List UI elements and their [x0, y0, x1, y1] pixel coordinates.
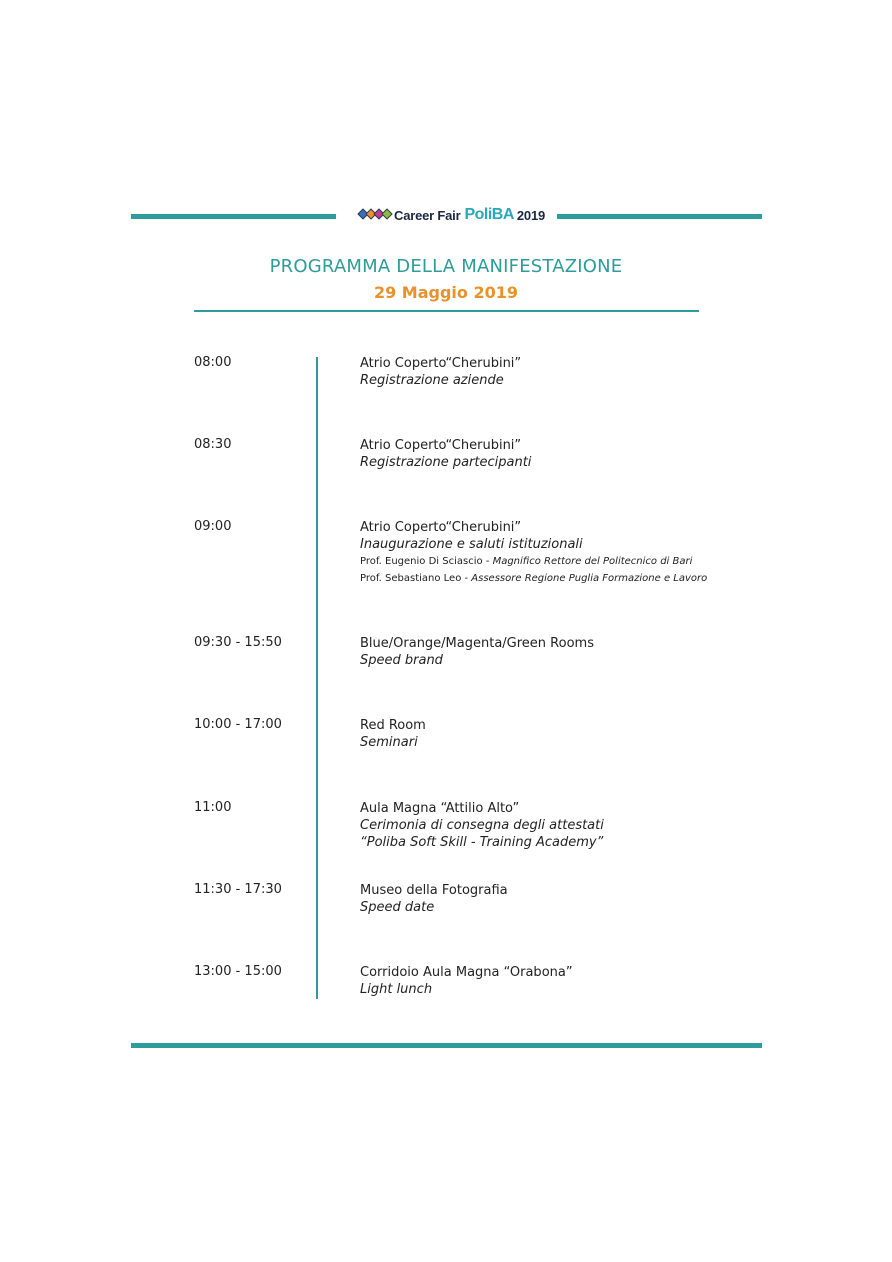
- schedule-activity: Light lunch: [360, 982, 433, 997]
- speaker-name: Prof. Sebastiano Leo -: [360, 573, 472, 584]
- schedule-details: [360, 355, 521, 389]
- schedule-details: [360, 519, 707, 587]
- schedule-details: [360, 882, 508, 916]
- logo-poliba-text: PoliBA: [464, 206, 514, 223]
- speaker-role: Magnifico Rettore del Politecnico di Bari: [492, 556, 693, 567]
- schedule-place: Corridoio Aula Magna “Orabona”: [360, 965, 573, 980]
- schedule-activity: Inaugurazione e saluti istituzionali: [360, 537, 583, 552]
- speaker-line: [360, 553, 707, 570]
- footer-divider: [131, 1043, 762, 1048]
- header-divider-right: [557, 214, 762, 219]
- speaker-line: [360, 570, 707, 587]
- career-fair-logo: [356, 204, 556, 226]
- schedule-time: 08:00: [194, 355, 232, 370]
- schedule-place: Aula Magna “Attilio Alto”: [360, 801, 520, 816]
- schedule-time: 08:30: [194, 437, 232, 452]
- schedule-time: 09:00: [194, 519, 232, 534]
- schedule-place: Atrio Coperto“Cherubini”: [360, 356, 522, 371]
- schedule-activity: Seminari: [360, 735, 418, 750]
- schedule-details: [360, 437, 531, 471]
- schedule-time: 13:00 - 15:00: [194, 964, 282, 979]
- event-date: 29 Maggio 2019: [373, 283, 519, 302]
- schedule-activity: Speed date: [360, 900, 435, 915]
- page-title: PROGRAMMA DELLA MANIFESTAZIONE: [269, 256, 623, 277]
- title-underline: [194, 310, 699, 312]
- schedule-place: Museo della Fotografia: [360, 883, 508, 898]
- logo-career-fair-text: Career Fair: [394, 207, 461, 223]
- speaker-name: Prof. Eugenio Di Sciascio -: [360, 556, 493, 567]
- schedule-place: Atrio Coperto“Cherubini”: [360, 438, 522, 453]
- schedule-time: 11:30 - 17:30: [194, 882, 282, 897]
- schedule-activity: Speed brand: [360, 653, 443, 668]
- schedule-activity: Registrazione partecipanti: [360, 455, 532, 470]
- schedule-details: [360, 964, 573, 998]
- schedule-details: [360, 717, 426, 751]
- schedule-place: Blue/Orange/Magenta/Green Rooms: [360, 636, 594, 651]
- schedule-time: 10:00 - 17:00: [194, 717, 282, 732]
- schedule-activity: Registrazione aziende: [360, 373, 504, 388]
- schedule-place: Atrio Coperto“Cherubini”: [360, 520, 522, 535]
- header-divider-left: [131, 214, 336, 219]
- schedule-activity: Cerimonia di consegna degli attestati: [360, 818, 604, 833]
- schedule-time: 09:30 - 15:50: [194, 635, 282, 650]
- schedule-activity-subtitle: “Poliba Soft Skill - Training Academy”: [360, 835, 604, 850]
- schedule-details: [360, 635, 594, 669]
- schedule-time: 11:00: [194, 800, 232, 815]
- schedule-details: [360, 800, 604, 851]
- speaker-role: Assessore Regione Puglia Formazione e Lavoro: [471, 573, 708, 584]
- timeline-line: [316, 357, 318, 999]
- schedule-place: Red Room: [360, 718, 426, 733]
- logo-diamonds-icon: [356, 207, 392, 223]
- logo-year-text: 2019: [516, 207, 546, 223]
